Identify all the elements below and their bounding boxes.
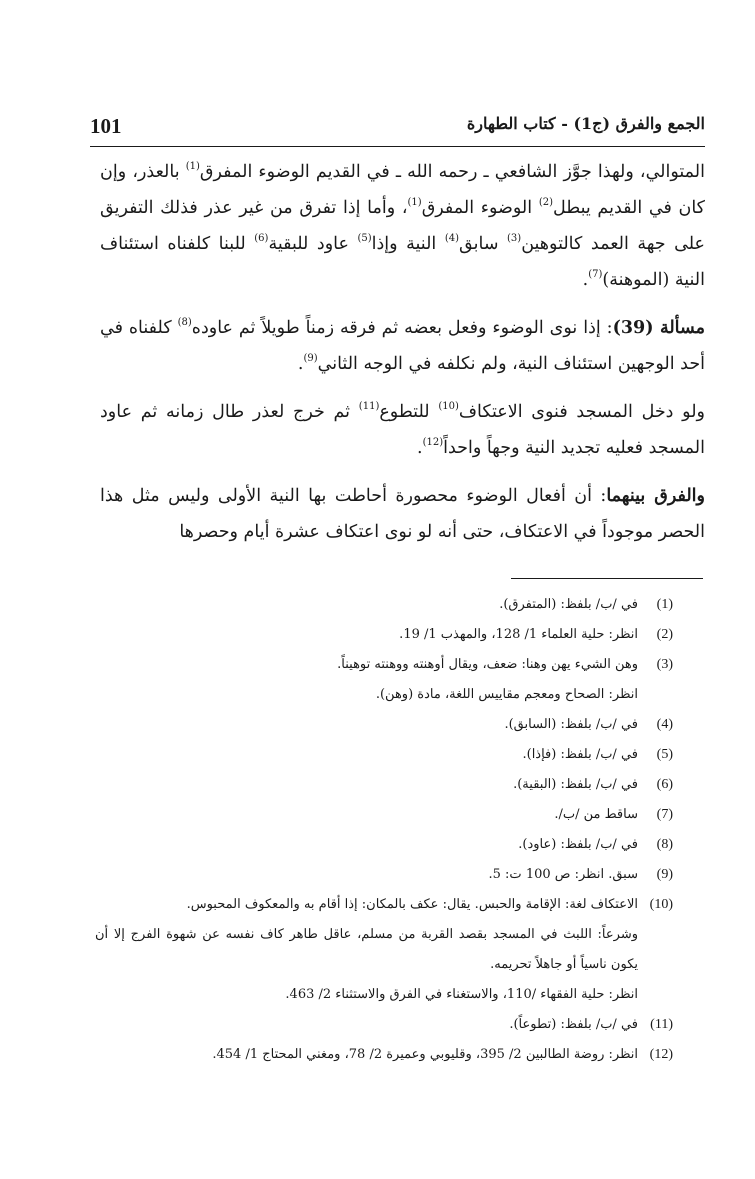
footnote-line: في /ب/ بلفظ: (تطوعاً). <box>509 1017 638 1032</box>
text-run: الوضوء المفرق <box>421 198 539 218</box>
footnote-ref: (4) <box>444 233 460 244</box>
page-header <box>90 104 705 144</box>
text-run: عاود المسجد فعليه تجديد النية وجهاً واحداً <box>100 402 705 458</box>
footnote-ref: (1) <box>407 197 422 208</box>
footnote-text <box>95 770 638 800</box>
footnote-line: انظر: روضة الطالبين 2/ 395، وقليوبي وعميرة 2/ 78، ومغني المحتاج 1/ 454. <box>212 1047 638 1062</box>
footnote-text <box>95 650 638 710</box>
footnotes <box>95 590 673 1070</box>
paragraph-1 <box>100 154 705 298</box>
text-run: . <box>416 438 423 458</box>
text-run: ثم خرج لعذر طال زمانه ثم <box>140 402 359 422</box>
text-run: للتطوع <box>379 402 439 422</box>
text-run: : إذا نوى الوضوء وفعل بعضه ثم فرقه زمناً طويلاً ثم عاوده <box>191 318 613 338</box>
footnote-line: في /ب/ بلفظ: (السابق). <box>504 717 638 732</box>
footnote-ref: (10) <box>438 401 459 412</box>
paragraph-4 <box>100 478 705 550</box>
footnote-line: في /ب/ بلفظ: (المتفرق). <box>499 597 638 612</box>
footnote <box>95 770 673 800</box>
footnote-number: (9) <box>656 867 673 882</box>
footnote-text <box>95 800 638 830</box>
footnote <box>95 860 673 890</box>
footnote-ref: (5) <box>357 233 372 244</box>
footnote-number: (2) <box>656 627 673 642</box>
footnote <box>95 590 673 620</box>
footnote-line: في /ب/ بلفظ: (البقية). <box>513 777 638 792</box>
paragraph-3 <box>100 394 705 466</box>
footnote-line: انظر: حلية العلماء 1/ 128، والمهذب 1/ 19. <box>399 627 638 642</box>
footnote <box>95 620 673 650</box>
text-run: وإن كان في القديم يبطل <box>100 162 705 218</box>
footnote-line: وهن الشيء يهن وهنا: ضعف، ويقال أوهنته ووهنته توهيناً. <box>337 657 638 672</box>
footnote-line: سبق. انظر: ص 100 ت: 5. <box>488 867 638 882</box>
footnote-line: في /ب/ بلفظ: (عاود). <box>518 837 638 852</box>
footnote <box>95 830 673 860</box>
footnote-line: وشرعاً: اللبث في المسجد بقصد القربة من مسلم، عاقل طاهر كاف نفسه عن شهوة الفرج إلا أن يكون ناسياً أو جاهلاً تحريمه. <box>95 927 638 972</box>
footnote-line: انظر: حلية الفقهاء /110، والاستغناء في الفرق والاستثناء 2/ 463. <box>285 987 638 1002</box>
text-run: المتوالي، ولهذا جوَّز الشافعي ـ رحمه الله ـ في القديم الوضوء المفرق <box>199 162 705 182</box>
footnote-text <box>95 1010 638 1040</box>
running-title: الجمع والفرق (ج1) - كتاب الطهارة <box>466 114 705 133</box>
footnote-line: ساقط من /ب/. <box>554 807 638 822</box>
footnote-number: (12) <box>649 1047 673 1062</box>
text-run: : أن أفعال الوضوء محصورة أحاطت بها النية الأولى وليس مثل <box>131 486 607 506</box>
text-run: في أحد الوجهين استئناف النية، ولم نكلفه في الوجه الثاني <box>100 318 705 374</box>
text-run: ولو دخل المسجد فنوى الاعتكاف <box>458 402 705 422</box>
footnote-line: الاعتكاف لغة: الإقامة والحبس. يقال: عكف بالمكان: إذا أقام به والمعكوف المحبوس. <box>186 897 638 912</box>
footnote-ref: (6) <box>254 233 269 244</box>
footnote-line: انظر: الصحاح ومعجم مقاييس اللغة، مادة (وهن). <box>375 687 638 702</box>
footnote-number: (6) <box>656 777 673 792</box>
footnote <box>95 650 673 710</box>
text-run: هذا الحصر موجوداً في الاعتكاف، حتى أنه لو نوى اعتكاف عشرة أيام وحصرها <box>100 486 705 542</box>
footnote-number: (1) <box>656 597 673 612</box>
issue-label: مسألة (39) <box>612 318 705 338</box>
footnote-line: في /ب/ بلفظ: (فإذا). <box>522 747 638 762</box>
footnote-text <box>95 890 638 1010</box>
footnote-text <box>95 860 638 890</box>
main-text <box>100 154 705 550</box>
page-number: 101 <box>90 114 122 138</box>
paragraph-2 <box>100 310 705 382</box>
footnote-text <box>95 620 638 650</box>
footnote-number: (11) <box>650 1017 673 1032</box>
footnote-ref: (11) <box>358 401 380 412</box>
text-run: بالعذر، <box>132 162 186 182</box>
footnote-number: (5) <box>656 747 673 762</box>
footnote-ref: (12) <box>422 437 444 448</box>
text-run: . <box>582 270 589 290</box>
footnote <box>95 800 673 830</box>
footnote-ref: (7) <box>588 269 603 280</box>
difference-label: والفرق بينهما <box>606 486 705 506</box>
footnote-number: (3) <box>656 657 673 672</box>
text-run: كلفناه <box>128 318 178 338</box>
footnote-text <box>95 710 638 740</box>
text-run: ، وأما إذا تفرق من غير عذر فذلك <box>160 198 408 218</box>
footnote-text <box>95 740 638 770</box>
text-run: . <box>297 354 304 374</box>
text-run: التفريق على جهة العمد كالتوهين <box>100 198 705 254</box>
text-run: استئناف النية (الموهنة) <box>100 234 705 290</box>
footnote-ref: (9) <box>303 353 318 364</box>
text-run: عاود للبقية <box>268 234 358 254</box>
footnote-ref: (8) <box>177 317 192 328</box>
footnote-text <box>95 590 638 620</box>
footnote-number: (8) <box>656 837 673 852</box>
footnote <box>95 1010 673 1040</box>
footnote <box>95 740 673 770</box>
footnote-number: (4) <box>656 717 673 732</box>
header-rule <box>90 146 705 147</box>
footnote-text <box>95 830 638 860</box>
footnote-ref: (3) <box>507 233 522 244</box>
footnote <box>95 710 673 740</box>
footnote-ref: (2) <box>538 197 553 208</box>
text-run: سابق <box>459 234 508 254</box>
footnote <box>95 890 673 1010</box>
footnote-number: (7) <box>656 807 673 822</box>
footnote-separator <box>511 578 703 579</box>
footnote-number: (10) <box>649 897 673 912</box>
footnote-ref: (1) <box>185 161 200 172</box>
text-run: للبنا كلفناه <box>167 234 255 254</box>
text-run: النية وإذا <box>371 234 445 254</box>
footnote <box>95 1040 673 1070</box>
footnote-text <box>95 1040 638 1070</box>
